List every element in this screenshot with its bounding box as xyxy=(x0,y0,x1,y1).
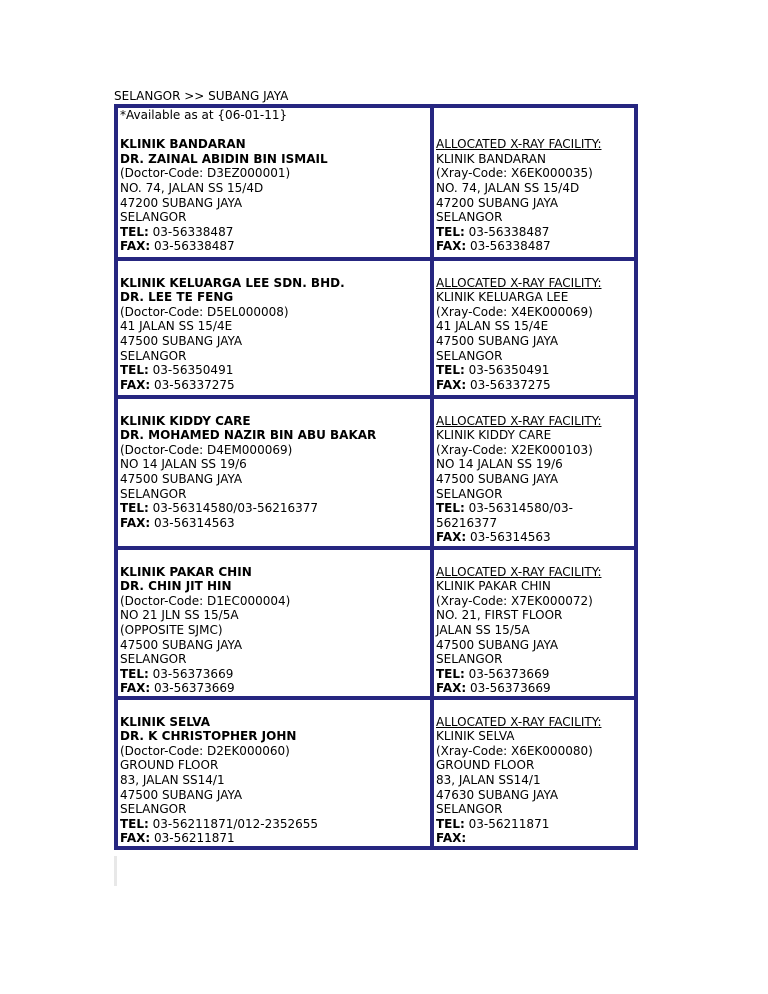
table-row xyxy=(116,397,636,548)
xray-code: (Xray-Code: X6EK000035) xyxy=(436,166,593,181)
xray-address-line: NO. 21, FIRST FLOOR xyxy=(436,608,563,623)
xray-address-line: SELANGOR xyxy=(436,652,503,667)
xray-telephone-label: TEL: xyxy=(436,224,465,239)
address-line: NO 14 JALAN SS 19/6 xyxy=(120,457,247,472)
fax-value: 03-56314563 xyxy=(154,515,235,530)
xray-telephone xyxy=(436,667,634,682)
xray-address-line: 41 JALAN SS 15/4E xyxy=(436,319,549,334)
xray-fax xyxy=(436,831,634,846)
doctor-code: (Doctor-Code: D5EL000008) xyxy=(120,304,289,319)
blank-line xyxy=(436,700,634,715)
xray-fax-value: 03-56337275 xyxy=(470,377,551,392)
doctor-code: (Doctor-Code: D4EM000069) xyxy=(120,442,293,457)
xray-fax-value: 03-56338487 xyxy=(470,239,551,254)
telephone xyxy=(120,363,430,378)
allocated-xray-heading: ALLOCATED X-RAY FACILITY: xyxy=(436,137,602,152)
telephone-value: 03-56314580/03-56216377 xyxy=(152,501,319,516)
xray-telephone-value: 03-56211871 xyxy=(468,816,550,831)
telephone-value: 03-56373669 xyxy=(152,666,234,681)
xray-fax-label: FAX: xyxy=(436,239,467,254)
table-row xyxy=(116,106,636,259)
xray-fax-value: 03-56373669 xyxy=(470,681,551,696)
xray-fax xyxy=(436,681,634,696)
address-line: NO. 74, JALAN SS 15/4D xyxy=(120,180,264,195)
xray-fax-label: FAX: xyxy=(436,377,467,392)
blank-line xyxy=(436,108,634,123)
xray-address-line: 47630 SUBANG JAYA xyxy=(436,787,559,802)
telephone xyxy=(120,667,430,682)
fax-label: FAX: xyxy=(120,681,151,696)
xray-fax xyxy=(436,530,634,545)
address-line: NO 21 JLN SS 15/5A xyxy=(120,608,239,623)
address-line: (OPPOSITE SJMC) xyxy=(120,622,223,637)
xray-clinic-name: KLINIK KELUARGA LEE xyxy=(436,290,569,305)
address-line: 41 JALAN SS 15/4E xyxy=(120,319,233,334)
address-line: 47200 SUBANG JAYA xyxy=(120,195,243,210)
clinic-name: KLINIK KIDDY CARE xyxy=(120,413,251,428)
xray-address-line: 47500 SUBANG JAYA xyxy=(436,333,559,348)
address-line: SELANGOR xyxy=(120,802,187,817)
allocated-xray-heading: ALLOCATED X-RAY FACILITY: xyxy=(436,714,602,729)
xray-telephone xyxy=(436,225,634,240)
fax-label: FAX: xyxy=(120,515,151,530)
fax xyxy=(120,681,430,696)
xray-telephone-value: 03-56338487 xyxy=(468,224,550,239)
fax-value: 03-56337275 xyxy=(154,377,235,392)
blank-line xyxy=(120,550,430,565)
blank-line xyxy=(436,261,634,276)
address-line: 47500 SUBANG JAYA xyxy=(120,787,243,802)
clinic-cell xyxy=(116,548,432,698)
address-line: SELANGOR xyxy=(120,210,187,225)
address-line: 83, JALAN SS14/1 xyxy=(120,772,225,787)
xray-clinic-name: KLINIK KIDDY CARE xyxy=(436,428,552,443)
table-row xyxy=(116,548,636,698)
clinic-name: KLINIK KELUARGA LEE SDN. BHD. xyxy=(120,275,345,290)
allocated-xray-heading: ALLOCATED X-RAY FACILITY: xyxy=(436,275,602,290)
xray-facility-cell xyxy=(432,698,636,848)
xray-clinic-name: KLINIK SELVA xyxy=(436,729,515,744)
address-line: SELANGOR xyxy=(120,486,187,501)
fax xyxy=(120,239,430,254)
fax xyxy=(120,516,430,531)
fax-label: FAX: xyxy=(120,831,151,846)
doctor-name: DR. K CHRISTOPHER JOHN xyxy=(120,729,297,744)
xray-fax xyxy=(436,378,634,393)
xray-address-line: NO 14 JALAN SS 19/6 xyxy=(436,457,563,472)
xray-code: (Xray-Code: X6EK000080) xyxy=(436,743,593,758)
fax-label: FAX: xyxy=(120,377,151,392)
telephone xyxy=(120,225,430,240)
doctor-code: (Doctor-Code: D3EZ000001) xyxy=(120,166,291,181)
fax-label: FAX: xyxy=(120,239,151,254)
table-row xyxy=(116,698,636,848)
xray-telephone-label: TEL: xyxy=(436,501,465,516)
clinic-cell xyxy=(116,106,432,259)
xray-code: (Xray-Code: X7EK000072) xyxy=(436,593,593,608)
fax-value: 03-56338487 xyxy=(154,239,235,254)
xray-telephone-value: 03-56314580/03-56216377 xyxy=(436,501,573,530)
telephone-value: 03-56350491 xyxy=(152,363,234,378)
blank-line xyxy=(120,261,430,276)
telephone-label: TEL: xyxy=(120,501,149,516)
fax-value: 03-56373669 xyxy=(154,681,235,696)
xray-telephone xyxy=(436,501,634,530)
blank-line xyxy=(436,550,634,565)
address-line: GROUND FLOOR xyxy=(120,758,219,773)
xray-telephone-label: TEL: xyxy=(436,816,465,831)
blank-line xyxy=(436,399,634,414)
xray-telephone-label: TEL: xyxy=(436,666,465,681)
xray-address-line: 47500 SUBANG JAYA xyxy=(436,637,559,652)
allocated-xray-heading: ALLOCATED X-RAY FACILITY: xyxy=(436,564,602,579)
availability-note: *Available as at {06-01-11} xyxy=(120,108,288,122)
telephone xyxy=(120,501,430,516)
clinic-listing-table xyxy=(114,104,638,850)
blank-line xyxy=(120,123,430,138)
xray-telephone-value: 03-56373669 xyxy=(468,666,550,681)
xray-address-line: 47200 SUBANG JAYA xyxy=(436,195,559,210)
xray-facility-cell xyxy=(432,259,636,397)
xray-address-line: SELANGOR xyxy=(436,802,503,817)
doctor-code: (Doctor-Code: D1EC000004) xyxy=(120,593,291,608)
xray-address-line: 47500 SUBANG JAYA xyxy=(436,471,559,486)
xray-address-line: GROUND FLOOR xyxy=(436,758,535,773)
telephone-label: TEL: xyxy=(120,224,149,239)
xray-fax-label: FAX: xyxy=(436,831,467,846)
xray-facility-cell xyxy=(432,548,636,698)
xray-facility-cell xyxy=(432,397,636,548)
xray-telephone-label: TEL: xyxy=(436,363,465,378)
doctor-name: DR. LEE TE FENG xyxy=(120,290,234,305)
allocated-xray-heading: ALLOCATED X-RAY FACILITY: xyxy=(436,413,602,428)
telephone-label: TEL: xyxy=(120,816,149,831)
telephone-value: 03-56211871/012-2352655 xyxy=(152,816,319,831)
clinic-cell xyxy=(116,397,432,548)
telephone-label: TEL: xyxy=(120,666,149,681)
telephone xyxy=(120,817,430,832)
xray-address-line: NO. 74, JALAN SS 15/4D xyxy=(436,180,580,195)
xray-address-line: 83, JALAN SS14/1 xyxy=(436,772,541,787)
clinic-name: KLINIK PAKAR CHIN xyxy=(120,564,252,579)
table-row xyxy=(116,259,636,397)
doctor-code: (Doctor-Code: D2EK000060) xyxy=(120,743,290,758)
blank-line xyxy=(120,399,430,414)
xray-telephone-value: 03-56350491 xyxy=(468,363,550,378)
xray-code: (Xray-Code: X2EK000103) xyxy=(436,442,593,457)
xray-facility-cell xyxy=(432,106,636,259)
xray-address-line: SELANGOR xyxy=(436,486,503,501)
doctor-name: DR. ZAINAL ABIDIN BIN ISMAIL xyxy=(120,151,328,166)
doctor-name: DR. MOHAMED NAZIR BIN ABU BAKAR xyxy=(120,428,377,443)
xray-clinic-name: KLINIK BANDARAN xyxy=(436,151,546,166)
blank-line xyxy=(436,123,634,138)
clinic-cell xyxy=(116,698,432,848)
clinic-cell xyxy=(116,259,432,397)
xray-fax-value: 03-56314563 xyxy=(470,530,551,545)
xray-address-line: SELANGOR xyxy=(436,348,503,363)
breadcrumb: SELANGOR >> SUBANG JAYA xyxy=(114,89,289,103)
blank-line xyxy=(120,700,430,715)
xray-fax-label: FAX: xyxy=(436,530,467,545)
telephone-value: 03-56338487 xyxy=(152,224,234,239)
address-line: 47500 SUBANG JAYA xyxy=(120,637,243,652)
address-line: 47500 SUBANG JAYA xyxy=(120,471,243,486)
telephone-label: TEL: xyxy=(120,363,149,378)
xray-address-line: JALAN SS 15/5A xyxy=(436,622,530,637)
page-edge-rule xyxy=(114,856,117,886)
fax-value: 03-56211871 xyxy=(154,831,235,846)
xray-address-line: SELANGOR xyxy=(436,210,503,225)
xray-fax-label: FAX: xyxy=(436,681,467,696)
fax xyxy=(120,831,430,846)
xray-telephone xyxy=(436,363,634,378)
xray-clinic-name: KLINIK PAKAR CHIN xyxy=(436,579,551,594)
address-line: SELANGOR xyxy=(120,348,187,363)
clinic-name: KLINIK SELVA xyxy=(120,714,210,729)
xray-code: (Xray-Code: X4EK000069) xyxy=(436,304,593,319)
fax xyxy=(120,378,430,393)
address-line: SELANGOR xyxy=(120,652,187,667)
doctor-name: DR. CHIN JIT HIN xyxy=(120,579,232,594)
address-line: 47500 SUBANG JAYA xyxy=(120,333,243,348)
xray-fax xyxy=(436,239,634,254)
clinic-name: KLINIK BANDARAN xyxy=(120,137,246,152)
xray-telephone xyxy=(436,817,634,832)
